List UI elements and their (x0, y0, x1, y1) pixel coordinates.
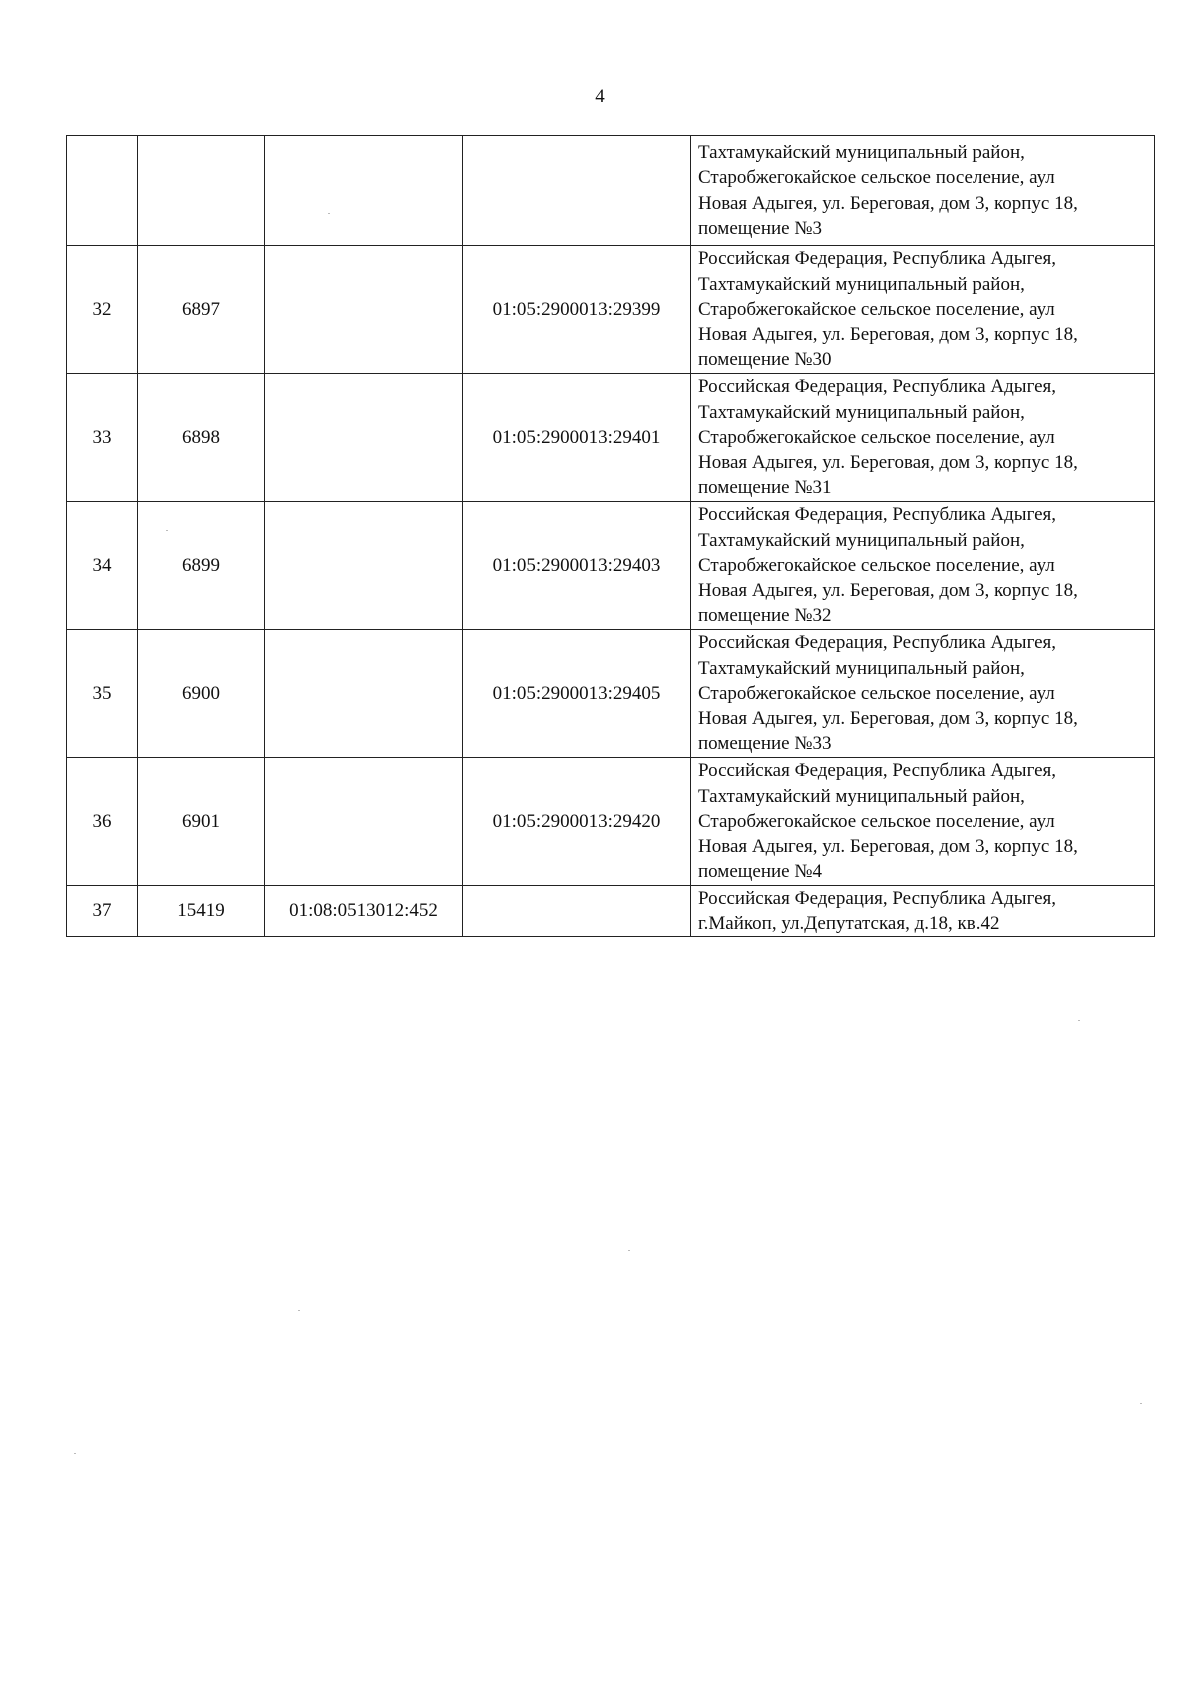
address-line: Тахтамукайский муниципальный район, (698, 142, 1025, 164)
address-line: Российская Федерация, Республика Адыгея, (698, 632, 1057, 654)
address-line: Тахтамукайский муниципальный район, (698, 401, 1025, 423)
row-number-cell: 32 (67, 246, 138, 374)
scan-speck (328, 213, 330, 214)
land-cadastral-cell (265, 246, 463, 374)
scan-speck (166, 530, 168, 531)
land-cadastral-cell (265, 758, 463, 886)
object-cadastral-cell: 01:05:2900013:29401 (463, 374, 691, 502)
address-line: помещение №3 (698, 217, 822, 239)
address-cell (691, 136, 1155, 246)
object-cadastral-cell (463, 136, 691, 246)
land-cadastral-cell (265, 630, 463, 758)
table-row (67, 758, 1155, 886)
land-cadastral-cell (265, 502, 463, 630)
registry-number-cell (138, 136, 265, 246)
scan-speck (298, 1310, 300, 1311)
page-number: 4 (595, 86, 605, 107)
address-line: Новая Адыгея, ул. Береговая, дом 3, корпус 18, (698, 580, 1078, 602)
address-cell (691, 758, 1155, 886)
address-line: помещение №32 (698, 605, 832, 627)
table-row (67, 374, 1155, 502)
row-number-cell: 33 (67, 374, 138, 502)
address-line: Новая Адыгея, ул. Береговая, дом 3, корпус 18, (698, 452, 1078, 474)
address-line: помещение №4 (698, 861, 822, 883)
scan-speck (1140, 1403, 1142, 1404)
table-row (67, 136, 1155, 246)
table-row (67, 246, 1155, 374)
scan-speck (1078, 1020, 1080, 1021)
address-cell (691, 502, 1155, 630)
registry-number-cell: 6900 (138, 630, 265, 758)
registry-number-cell: 15419 (138, 886, 265, 937)
object-cadastral-cell: 01:05:2900013:29399 (463, 246, 691, 374)
address-line: Старобжегокайское сельское поселение, аул (698, 810, 1055, 832)
address-line: Российская Федерация, Республика Адыгея, (698, 376, 1057, 398)
address-line: Тахтамукайский муниципальный район, (698, 529, 1025, 551)
address-line: помещение №31 (698, 477, 832, 499)
address-cell (691, 630, 1155, 758)
scan-speck (74, 1453, 76, 1454)
address-line: Новая Адыгея, ул. Береговая, дом 3, корпус 18, (698, 836, 1078, 858)
address-line: Российская Федерация, Республика Адыгея, (698, 248, 1057, 270)
registry-number-cell: 6898 (138, 374, 265, 502)
address-line: Новая Адыгея, ул. Береговая, дом 3, корпус 18, (698, 324, 1078, 346)
address-line: Старобжегокайское сельское поселение, аул (698, 298, 1055, 320)
registry-number-cell: 6899 (138, 502, 265, 630)
table-row (67, 630, 1155, 758)
address-line: Российская Федерация, Республика Адыгея, (698, 888, 1057, 909)
registry-number-cell: 6901 (138, 758, 265, 886)
address-line: Тахтамукайский муниципальный район, (698, 785, 1025, 807)
object-cadastral-cell: 01:05:2900013:29420 (463, 758, 691, 886)
address-cell (691, 246, 1155, 374)
row-number-cell (67, 136, 138, 246)
table-row (67, 502, 1155, 630)
land-cadastral-cell: 01:08:0513012:452 (265, 886, 463, 937)
address-line: Тахтамукайский муниципальный район, (698, 657, 1025, 679)
registry-number-cell: 6897 (138, 246, 265, 374)
property-registry-table (66, 135, 1155, 937)
object-cadastral-cell (463, 886, 691, 937)
land-cadastral-cell (265, 374, 463, 502)
address-line: Новая Адыгея, ул. Береговая, дом 3, корпус 18, (698, 192, 1078, 214)
row-number-cell: 36 (67, 758, 138, 886)
row-number-cell: 35 (67, 630, 138, 758)
address-line: Тахтамукайский муниципальный район, (698, 273, 1025, 295)
address-line: Старобжегокайское сельское поселение, аул (698, 554, 1055, 576)
address-line: г.Майкоп, ул.Депутатская, д.18, кв.42 (698, 913, 1000, 935)
address-line: Старобжегокайское сельское поселение, аул (698, 167, 1055, 189)
address-line: помещение №30 (698, 349, 832, 371)
row-number-cell: 37 (67, 886, 138, 937)
address-line: помещение №33 (698, 733, 832, 755)
address-line: Российская Федерация, Республика Адыгея, (698, 760, 1057, 782)
address-cell (691, 374, 1155, 502)
scan-speck (628, 1250, 630, 1251)
row-number-cell: 34 (67, 502, 138, 630)
address-line: Старобжегокайское сельское поселение, аул (698, 682, 1055, 704)
address-line: Старобжегокайское сельское поселение, аул (698, 426, 1055, 448)
address-line: Российская Федерация, Республика Адыгея, (698, 504, 1057, 526)
address-cell (691, 886, 1155, 937)
land-cadastral-cell (265, 136, 463, 246)
object-cadastral-cell: 01:05:2900013:29405 (463, 630, 691, 758)
object-cadastral-cell: 01:05:2900013:29403 (463, 502, 691, 630)
address-line: Новая Адыгея, ул. Береговая, дом 3, корпус 18, (698, 708, 1078, 730)
table-row (67, 886, 1155, 937)
